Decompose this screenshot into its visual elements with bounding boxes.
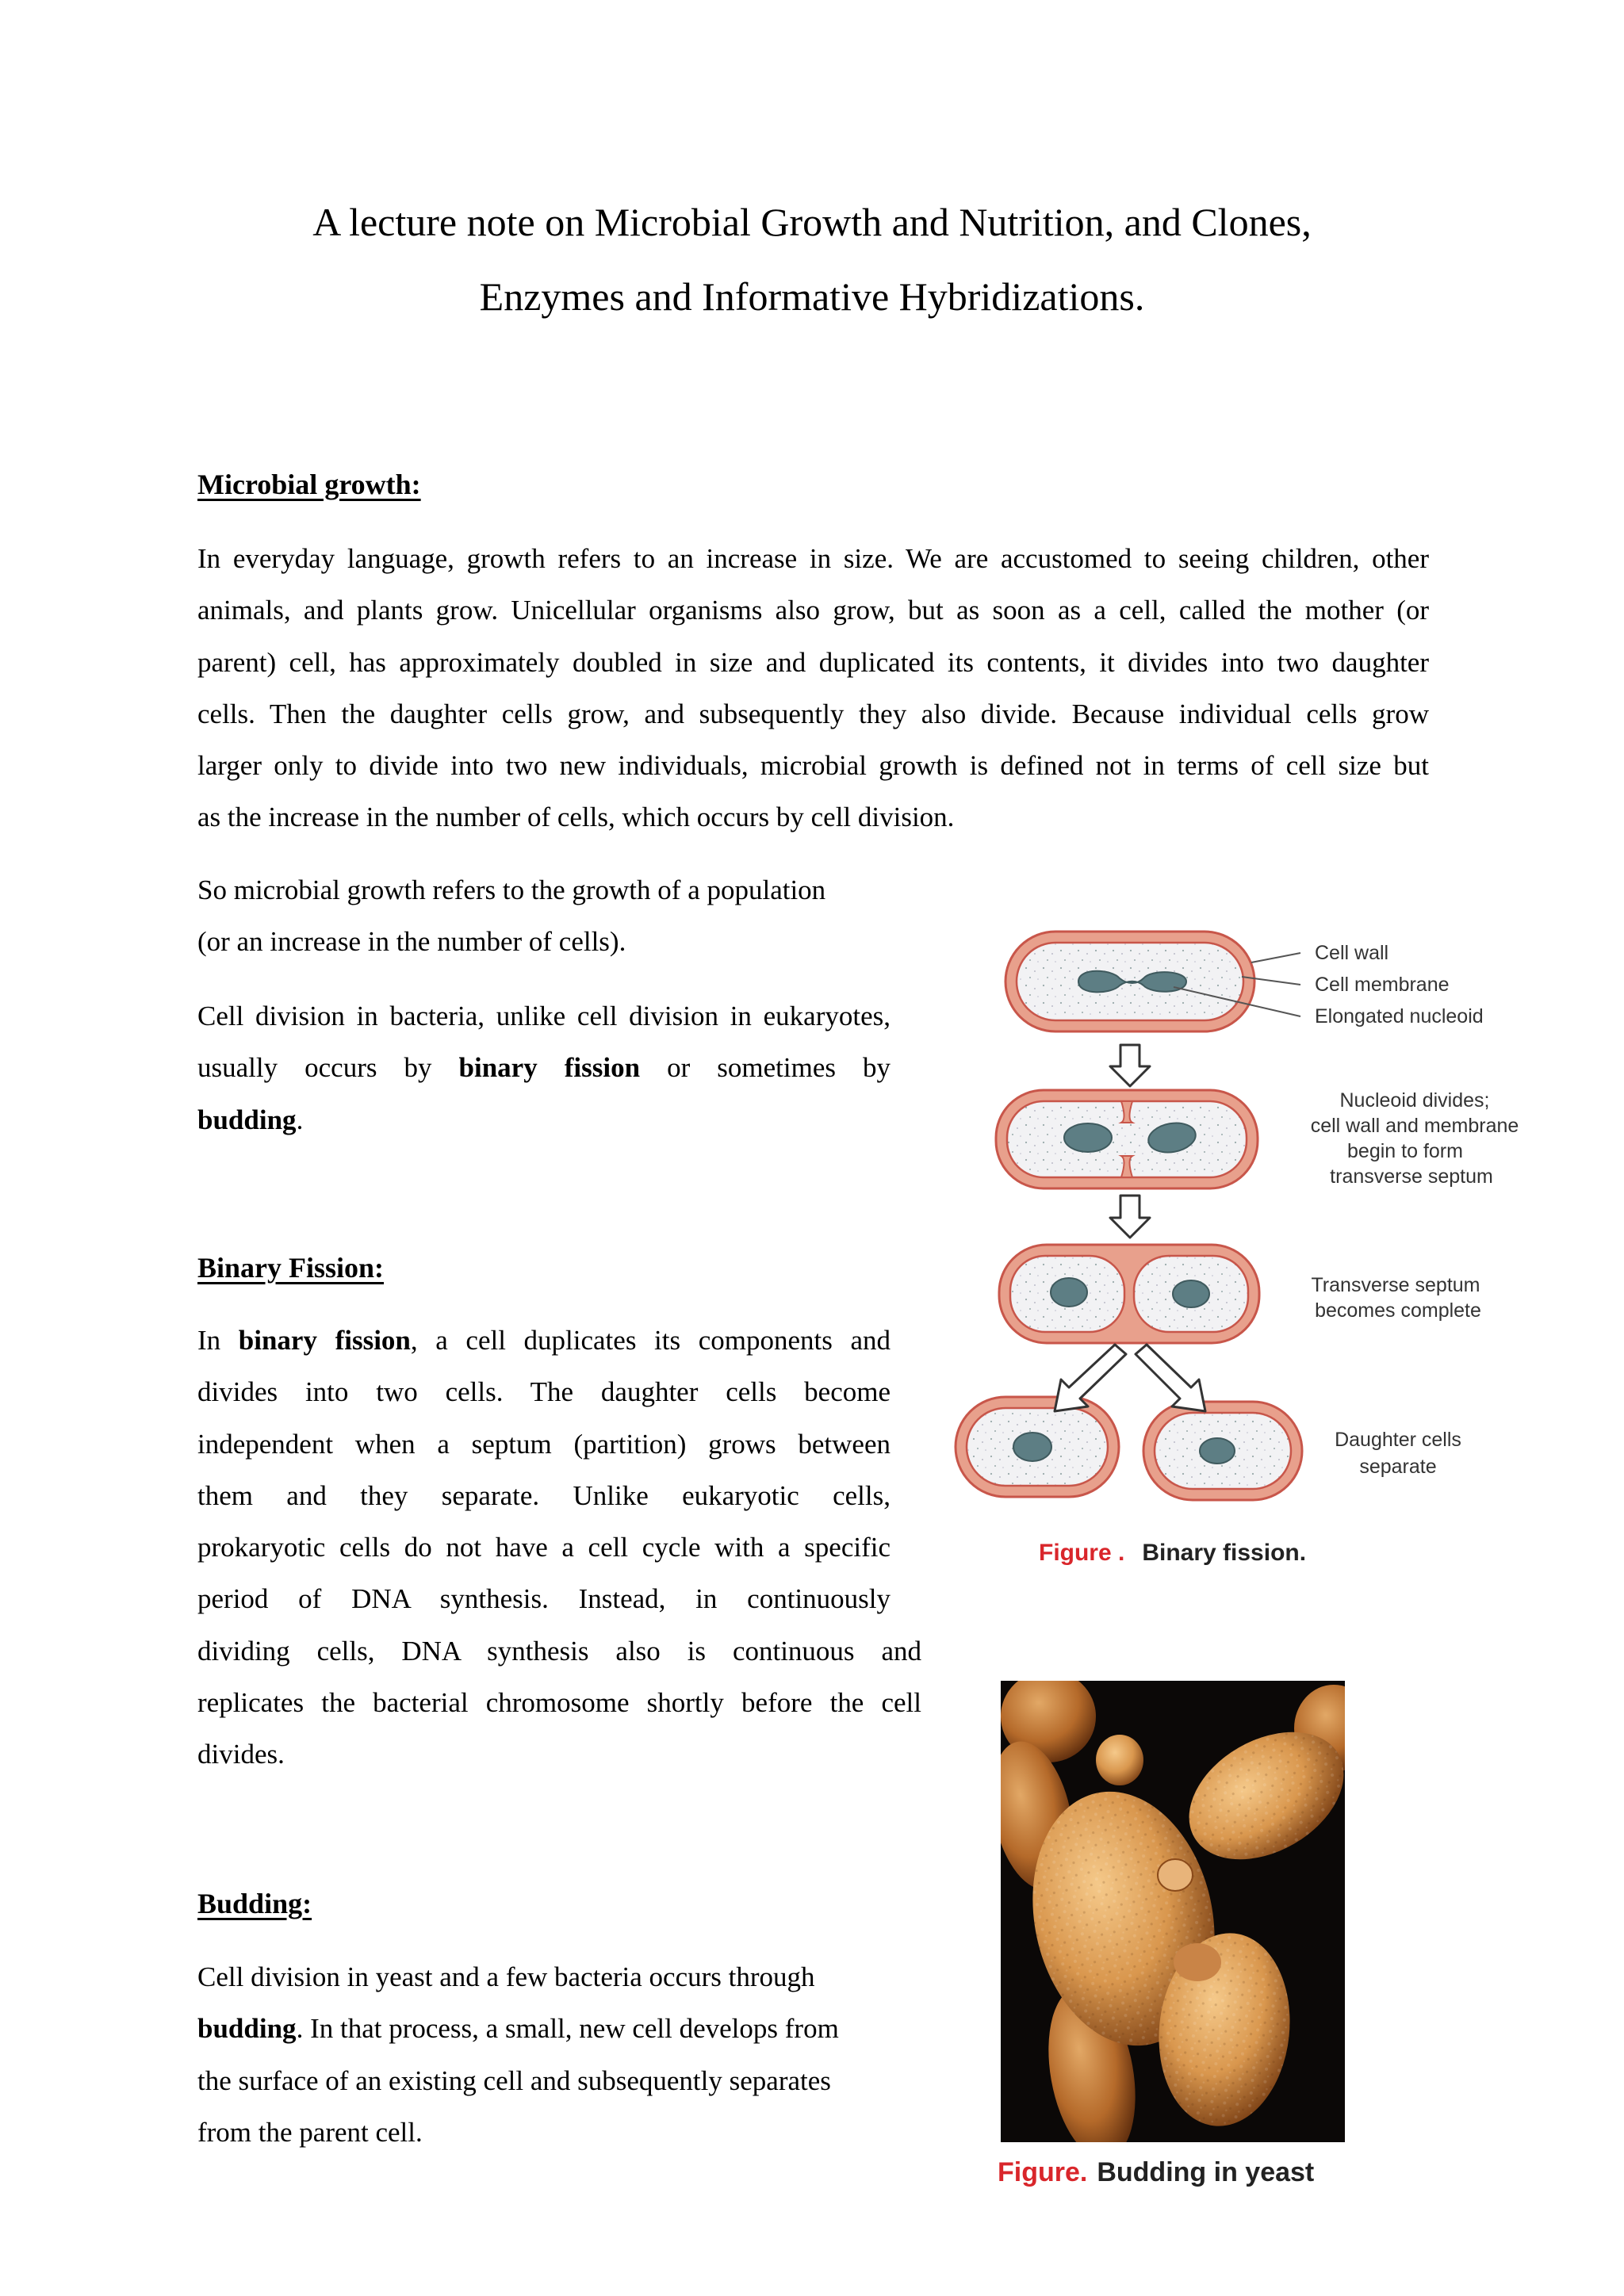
term-budding: budding <box>197 1104 297 1135</box>
text-line: prokaryotic cells do not have a cell cycle with a specific <box>197 1532 891 1563</box>
label-stage-3-line: Transverse septum <box>1311 1274 1480 1296</box>
text-line: dividing cells, DNA synthesis also is continuous and <box>197 1635 921 1667</box>
caption-text: Binary fission. <box>1142 1540 1307 1566</box>
section-heading-microbial-growth: Microbial growth: <box>197 469 421 500</box>
text-run: or sometimes by <box>640 1052 891 1084</box>
text-run: . <box>296 1104 304 1135</box>
text-line <box>197 2003 895 2054</box>
text-line: divides. <box>197 1739 285 1770</box>
caption-label: Figure . <box>1039 1540 1125 1566</box>
down-arrow-icon <box>1110 1196 1150 1238</box>
diagonal-arrow-right-icon <box>1136 1345 1205 1411</box>
nucleoid <box>1051 1278 1087 1307</box>
label-stage-3-line: becomes complete <box>1315 1299 1481 1322</box>
label-cell-membrane: Cell membrane <box>1315 974 1450 996</box>
text-line: parent) cell, has approximately doubled in size and duplicated its contents, it divides into two daughter <box>197 646 1429 678</box>
label-cell-wall: Cell wall <box>1315 942 1389 964</box>
term-binary-fission: binary fission <box>238 1325 411 1356</box>
text-line <box>197 1042 891 1093</box>
label-stage-2-line: begin to form <box>1347 1140 1463 1162</box>
label-stage-4-line: separate <box>1359 1456 1437 1478</box>
text-run: . In that process, a small, new cell develops from <box>296 2013 839 2045</box>
text-line: (or an increase in the number of cells). <box>197 926 626 958</box>
document-title-line-2: Enzymes and Informative Hybridizations. <box>479 274 1145 319</box>
text-line: Cell division in yeast and a few bacteria occurs through <box>197 1961 815 1992</box>
text-line: animals, and plants grow. Unicellular organisms also grow, but as soon as a cell, called the mother (or <box>197 595 1429 626</box>
text-line: Cell division in bacteria, unlike cell division in eukaryotes, <box>197 1001 891 1031</box>
document-title-line-1: A lecture note on Microbial Growth and Nutrition, and Clones, <box>312 200 1312 244</box>
nucleoid <box>1013 1433 1051 1461</box>
text-line: cells. Then the daughter cells grow, and subsequently they also divide. Because individual cells grow <box>197 698 1429 729</box>
text-line: In everyday language, growth refers to an increase in size. We are accustomed to seeing children, other <box>197 543 1429 574</box>
budding-paragraph <box>197 1951 895 2158</box>
text-line: independent when a septum (partition) grows between <box>197 1428 891 1460</box>
section-heading-budding: Budding: <box>197 1888 312 1919</box>
binary-fission-caption <box>1039 1540 1306 1566</box>
budding-yeast-micrograph <box>1001 1681 1345 2142</box>
text-run: usually occurs by <box>197 1052 459 1084</box>
label-stage-2-line: cell wall and membrane <box>1310 1115 1519 1137</box>
cell-stage-3 <box>999 1245 1259 1343</box>
section-heading-binary-fission: Binary Fission: <box>197 1252 385 1284</box>
nucleoid <box>1173 1280 1209 1307</box>
microbial-growth-intro <box>197 533 1429 844</box>
binary-fission-paragraph <box>197 1314 921 1781</box>
nucleoid <box>1064 1123 1112 1152</box>
text-line: the surface of an existing cell and subsequently separates <box>197 2064 831 2096</box>
label-stage-2-line: transverse septum <box>1330 1165 1493 1188</box>
label-stage-4-line: Daughter cells <box>1335 1429 1461 1451</box>
label-elongated-nucleoid: Elongated nucleoid <box>1315 1005 1484 1027</box>
text-line <box>197 1094 891 1146</box>
text-line: as the increase in the number of cells, which occurs by cell division. <box>197 802 955 833</box>
cell-stage-2 <box>996 1090 1258 1188</box>
down-arrow-icon <box>1110 1045 1150 1086</box>
text-line: them and they separate. Unlike eukaryotic cells, <box>197 1479 891 1511</box>
text-line: replicates the bacterial chromosome shortly before the cell <box>197 1687 921 1719</box>
binary-fission-figure <box>936 912 1570 1578</box>
text-run: In <box>197 1325 239 1356</box>
term-binary-fission: binary fission <box>458 1052 641 1084</box>
text-line: from the parent cell. <box>197 2116 423 2148</box>
caption-text: Budding in yeast <box>1097 2157 1315 2187</box>
text-line: So microbial growth refers to the growth of a population <box>197 874 826 905</box>
term-budding: budding <box>197 2013 297 2045</box>
nucleoid <box>1200 1438 1235 1464</box>
text-run: , a cell duplicates its components and <box>410 1325 891 1356</box>
svg-text:Figure.Budding in yeast <box>998 2157 1314 2187</box>
population-paragraph <box>197 864 895 968</box>
text-line: period of DNA synthesis. Instead, in continuously <box>197 1583 891 1615</box>
text-line: larger only to divide into two new individuals, microbial growth is defined not in terms of cell size but <box>197 750 1429 782</box>
text-line: divides into two cells. The daughter cells become <box>197 1376 891 1408</box>
division-paragraph <box>197 990 891 1146</box>
text-line <box>197 1314 891 1366</box>
budding-caption <box>983 2152 1364 2192</box>
caption-label: Figure. <box>998 2157 1088 2187</box>
label-stage-2-line: Nucleoid divides; <box>1339 1089 1490 1112</box>
